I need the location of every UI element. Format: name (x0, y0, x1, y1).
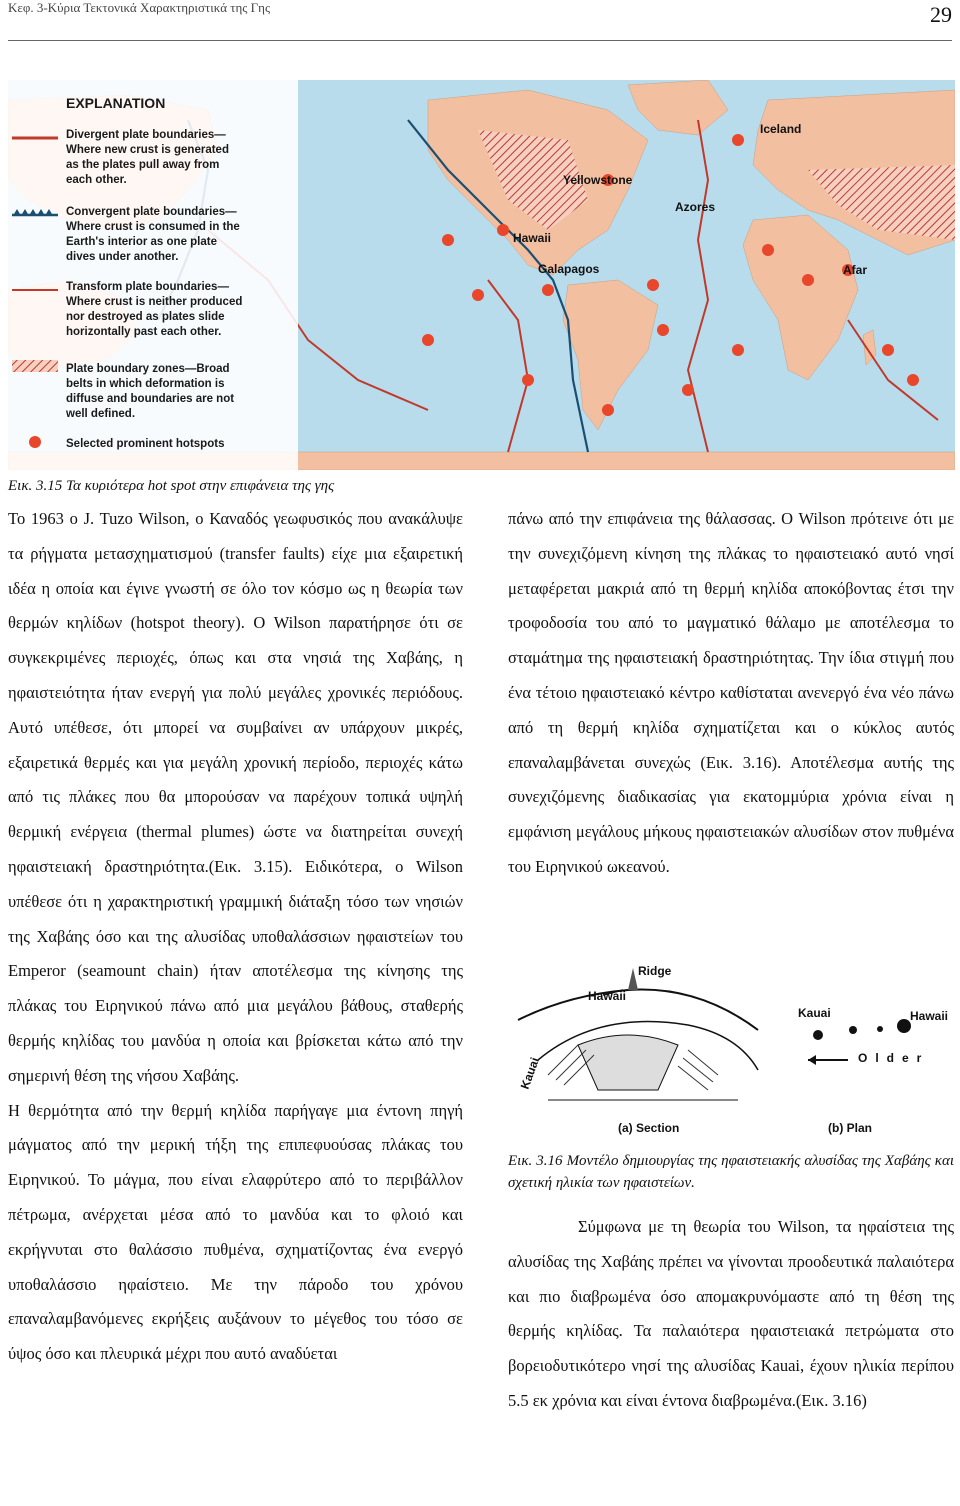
left-paragraph-1: Το 1963 ο J. Tuzo Wilson, ο Καναδός γεωφυσικός που ανακάλυψε τα ρήγματα μετασχηματισμού (transfer faults) είχε μια εξαιρετική ιδέα η οποία και έγινε γνωστή σε όλο τον κόσμο ως η θεωρία των θερμών κηλίδων (hotspot theory). Ο Wilson παρατήρησε ότι σε συγκεκριμένες περιοχές, όπως και στα νησιά της Χαβάης, η ηφαιστειότητα ήταν ενεργή για πολύ μεγάλες χρονικές περιόδους. Αυτό υπέθεσε, ότι μπορεί να συμβαίνει αν υπάρχουν μικρές, εξαιρετικά θερμές και για μεγάλη χρονική περίοδο, περιοχές κάτω από τις πλάκες που θα μπορούσαν να παρέχουν τοπικά υψηλή θερμική ενέργεια (thermal plumes) ώστε να διατηρείται συνεχή ηφαιστειακή δραστηριότητα.(Εικ. 3.15). Ειδικότερα, ο Wilson υπέθεσε ότι η χαρακτηριστική γραμμική διάταξη τόσο των νησιών της Χαβάης όσο και της αλυσίδας υποθαλάσσιων ηφαιστείων του Emperor (seamount chain) ήταν αποτέλεσμα της κίνησης της πλάκας του Ειρηνικού πάνω από μια μεγάλου βάθους, σταθερής θερμής κηλίδας του μανδύα η οποία και βρίσκεται κάτω από την σημερινή θέση της νήσου Χαβάης. (8, 509, 463, 1085)
label-yellowstone: Yellowstone (563, 173, 633, 187)
left-column (8, 502, 463, 1372)
label-kauai-plan: Kauai (798, 1006, 831, 1020)
svg-text:Divergent plate boundaries—Whe: Divergent plate boundaries— Where new crust is generated as the plates pull away from each other. (66, 129, 229, 186)
label-kauai-section: Kauai (517, 1055, 542, 1092)
figure-315-number: Εικ. 3.15 (8, 478, 63, 494)
legend-title: EXPLANATION (66, 95, 166, 111)
plan-diagram (798, 1006, 948, 1065)
label-galapagos: Galapagos (538, 262, 600, 276)
label-ridge: Ridge (638, 964, 672, 978)
svg-text:Selected prominent hotspots: Selected prominent hotspots (66, 438, 225, 450)
label-iceland: Iceland (760, 122, 802, 136)
svg-text:Convergent plate boundaries—Wh: Convergent plate boundaries— Where crust is consumed in the Earth's interior as one plate dives under another. (66, 206, 240, 263)
right-column-top (508, 502, 954, 885)
svg-text:Plate boundary zones—Broadbelt: Plate boundary zones—Broad belts in which deformation is diffuse and boundaries are not well defined. (66, 363, 235, 420)
hotspot-symbol (29, 436, 41, 448)
figure-316-number: Εικ. 3.16 (508, 1153, 563, 1169)
label-azores: Azores (675, 200, 716, 214)
left-paragraph-2: Η θερμότητα από την θερμή κηλίδα παρήγαγε μια έντονη πηγή μάγματος από την μερική τήξη της επιπεφυούσας πλάκας του Ειρηνικού. Το μάγμα, που είναι ελαφρύτερο από το περιβάλλον πέτρωμα, ανέρχεται μέσα από το μανδύα και το φλοιό και εκρήγνυται στο θαλάσσιο πυθμένα, σχηματίζοντας ένα ενεργό υποθαλάσσιο ηφαίστειο. Με την πάροδο του χρόνου επαναλαμβανόμενες εκρήξεις αυξάνουν το μέγεθος του τόσο σε ύψος όσο και πλευρικά μέχρι που αυτό αναδύεται (8, 1100, 463, 1364)
right-paragraph-1: πάνω από την επιφάνεια της θάλασσας. Ο Wilson πρότεινε ότι με την συνεχιζόμενη κίνηση της πλάκας το ηφαιστειακό αυτό νησί μεταφέρεται μακριά από τη θερμή κηλίδα αποκόβοντας έτσι την τροφοδοσία του από το μαγματικό θάλαμο με αποτέλεσμα το σταμάτημα της ηφαιστειακή δραστηριότητας. Την ίδια στιγμή που ένα τέτοιο ηφαιστειακό κέντρο καθίσταται ανενεργό ένα νέο πάνω από τη θερμή κηλίδα σχηματίζεται και ο κύκλος αυτός επαναλαμβάνεται συνεχώς (Εικ. 3.16). Αποτέλεσμα αυτής της συνεχιζόμενης διαδικασίας για εκατομμύρια χρόνια είναι η εμφάνιση μεγάλους μήκους ηφαιστειακών αλυσίδων στον πυθμένα του Ειρηνικού ωκεανού. (508, 509, 954, 876)
label-hawaii-plan: Hawaii (910, 1009, 949, 1023)
figure-316-text: Μοντέλο δημιουργίας της ηφαιστειακής αλυσίδας της Χαβάης και σχετική ηλικία των ηφαιστείων. (508, 1153, 954, 1191)
figure-315-caption (8, 478, 334, 495)
label-older: Older (858, 1051, 930, 1065)
right-paragraph-2: Σύμφωνα με τη θεωρία του Wilson, τα ηφαίστεια της αλυσίδας της Χαβάης πρέπει να γίνονται προοδευτικά παλαιότερα και πιο διαβρωμένα όσο απομακρυνόμαστε από τη θέση της θερμής κηλίδας. Τα παλαιότερα ηφαιστειακά πετρώματα στο βορειοδυτικότερο νησί της αλυσίδας Kauai, έχουν ηλικία περίπου 5.5 εκ χρόνια και είναι έντονα διαβρωμένα.(Εικ. 3.16) (508, 1217, 954, 1410)
figure-315-text: Τα κυριότερα hot spot στην επιφάνεια της γης (66, 478, 335, 494)
plan-label: (b) Plan (828, 1121, 872, 1135)
label-hawaii-section: Hawaii (588, 989, 627, 1003)
right-column-bottom (508, 1210, 954, 1419)
boundary-zone-symbol (12, 360, 58, 372)
label-afar: Afar (843, 263, 868, 277)
chapter-title: Κεφ. 3-Κύρια Τεκτονικά Χαρακτηριστικά της Γης (8, 0, 271, 15)
header-rule (8, 40, 952, 41)
figure-316-caption (508, 1150, 954, 1194)
hotspot-map-figure (8, 80, 955, 470)
svg-text:Transform plate boundaries—Whe: Transform plate boundaries— Where crust is neither produced nor destroyed as plates slide horizontally past each other. (66, 281, 243, 338)
hawaii-model-figure (508, 950, 954, 1140)
page-number: 29 (930, 2, 952, 27)
label-hawaii: Hawaii (513, 231, 552, 245)
section-diagram (518, 964, 758, 1100)
section-label: (a) Section (618, 1121, 680, 1135)
